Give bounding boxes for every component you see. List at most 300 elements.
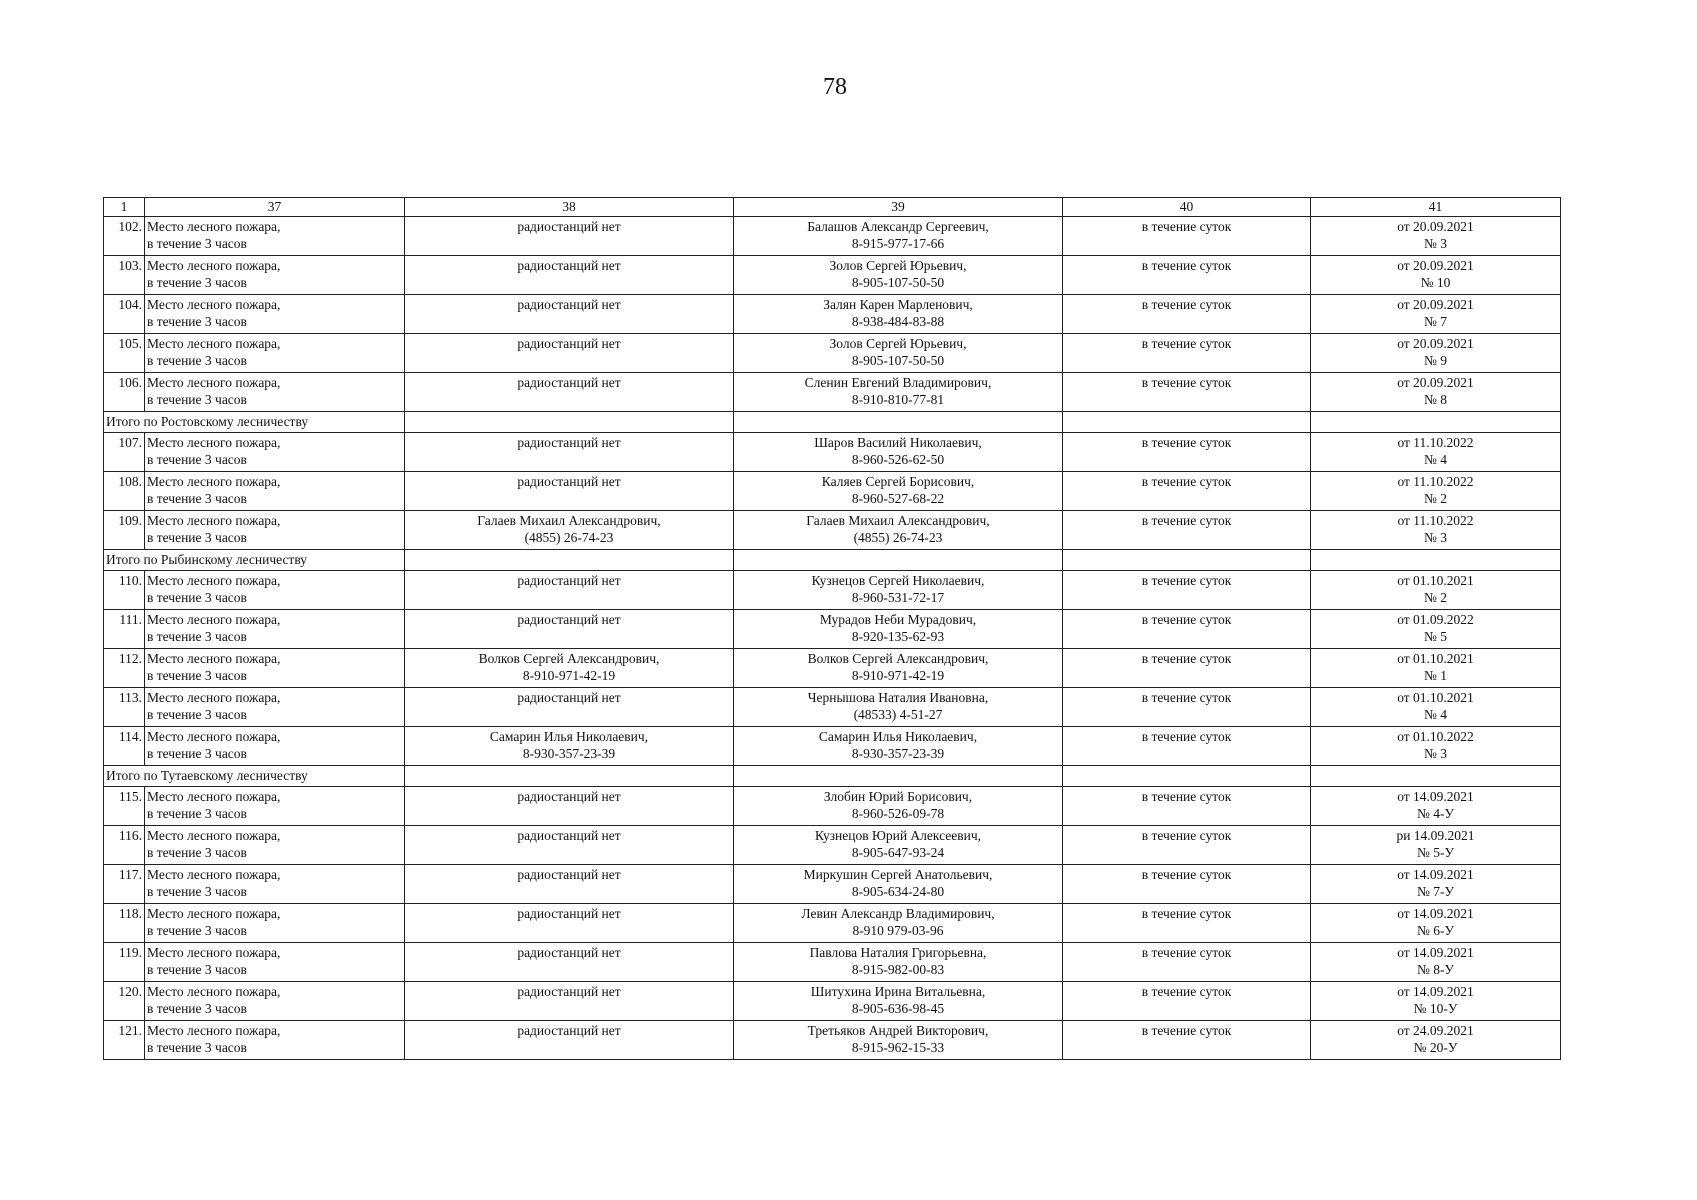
document-cell-line: № 4-У [1416,806,1455,821]
person-cell-line: Шитухина Ирина Витальевна, [810,984,986,999]
person-cell-line: 8-915-982-00-83 [851,962,945,977]
document-cell-line: № 7 [1423,314,1447,329]
row-number: 119. [104,943,145,982]
place-cell-line: в течение 3 часов [147,1001,247,1016]
place-cell [145,217,405,256]
row-number: 104. [104,295,145,334]
document-cell-line: от 14.09.2021 [1397,789,1474,804]
document-cell-line: от 20.09.2021 [1397,219,1474,234]
radio-cell [405,334,734,373]
header-row [104,198,1561,217]
summary-empty-cell [1063,766,1311,787]
document-cell [1311,1021,1561,1060]
person-cell-line: 8-910-810-77-81 [851,392,945,407]
column-header-40: 40 [1063,198,1311,217]
column-header-38: 38 [405,198,734,217]
row-number: 105. [104,334,145,373]
radio-cell [405,373,734,412]
radio-cell-line: радиостанций нет [517,258,621,273]
summary-row [104,766,1561,787]
person-cell-line: 8-960-526-09-78 [851,806,945,821]
term-cell: в течение суток [1063,904,1311,943]
summary-empty-cell [1311,550,1561,571]
term-cell: в течение суток [1063,1021,1311,1060]
person-cell-line: (4855) 26-74-23 [853,530,943,545]
radio-cell-line: Галаев Михаил Александрович, [477,513,661,528]
radio-cell [405,943,734,982]
document-cell-line: № 3 [1423,530,1447,545]
place-cell-line: Место лесного пожара, [147,474,281,489]
place-cell [145,511,405,550]
summary-empty-cell [405,766,734,787]
place-cell-line: в течение 3 часов [147,452,247,467]
person-cell-line: 8-915-977-17-66 [851,236,945,251]
term-cell: в течение суток [1063,256,1311,295]
radio-cell-line: радиостанций нет [517,906,621,921]
person-cell-line: 8-960-526-62-50 [851,452,945,467]
place-cell-line: Место лесного пожара, [147,513,281,528]
term-cell: в течение суток [1063,334,1311,373]
radio-cell-line: радиостанций нет [517,867,621,882]
radio-cell [405,571,734,610]
table-row [104,373,1561,412]
place-cell-line: в течение 3 часов [147,923,247,938]
term-cell: в течение суток [1063,688,1311,727]
row-number: 102. [104,217,145,256]
place-cell-line: в течение 3 часов [147,668,247,683]
radio-cell [405,865,734,904]
row-number: 117. [104,865,145,904]
radio-cell-line: радиостанций нет [517,474,621,489]
place-cell [145,472,405,511]
document-cell [1311,433,1561,472]
person-cell [734,217,1063,256]
column-header-41: 41 [1311,198,1561,217]
summary-empty-cell [1063,550,1311,571]
radio-cell-line: радиостанций нет [517,375,621,390]
document-cell-line: от 01.10.2021 [1397,573,1474,588]
table-row [104,826,1561,865]
document-cell-line: № 4 [1423,452,1447,467]
place-cell-line: Место лесного пожара, [147,906,281,921]
document-cell-line: от 20.09.2021 [1397,336,1474,351]
row-number: 106. [104,373,145,412]
person-cell [734,472,1063,511]
document-cell-line: от 01.10.2021 [1397,651,1474,666]
place-cell-line: в течение 3 часов [147,629,247,644]
person-cell-line: Злобин Юрий Борисович, [823,789,973,804]
person-cell-line: 8-905-636-98-45 [851,1001,945,1016]
document-cell-line: № 5 [1423,629,1447,644]
place-cell [145,571,405,610]
summary-label: Итого по Тутаевскому лесничеству [104,766,405,787]
summary-label: Итого по Ростовскому лесничеству [104,412,405,433]
place-cell [145,904,405,943]
term-cell: в течение суток [1063,727,1311,766]
document-cell-line: от 20.09.2021 [1397,375,1474,390]
summary-empty-cell [405,550,734,571]
place-cell-line: Место лесного пожара, [147,828,281,843]
table-row [104,511,1561,550]
person-cell-line: Чернышова Наталия Ивановна, [807,690,989,705]
document-cell [1311,904,1561,943]
radio-cell [405,982,734,1021]
document-cell [1311,472,1561,511]
term-cell: в течение суток [1063,373,1311,412]
radio-cell [405,787,734,826]
document-cell [1311,688,1561,727]
person-cell-line: 8-915-962-15-33 [851,1040,945,1055]
document-cell-line: от 14.09.2021 [1397,906,1474,921]
document-cell-line: от 11.10.2022 [1397,474,1474,489]
person-cell-line: 8-910-971-42-19 [851,668,945,683]
place-cell-line: Место лесного пожара, [147,690,281,705]
place-cell-line: в течение 3 часов [147,845,247,860]
document-cell-line: от 20.09.2021 [1397,297,1474,312]
person-cell-line: Каляев Сергей Борисович, [821,474,975,489]
radio-cell-line: радиостанций нет [517,297,621,312]
column-header-39: 39 [734,198,1063,217]
row-number: 116. [104,826,145,865]
place-cell-line: Место лесного пожара, [147,435,281,450]
radio-cell [405,256,734,295]
radio-cell [405,610,734,649]
summary-label: Итого по Рыбинскому лесничеству [104,550,405,571]
document-cell-line: № 10 [1420,275,1451,290]
place-cell [145,943,405,982]
document-cell [1311,727,1561,766]
row-number: 113. [104,688,145,727]
term-cell: в течение суток [1063,295,1311,334]
document-cell-line: № 7-У [1416,884,1455,899]
place-cell [145,787,405,826]
person-cell-line: Галаев Михаил Александрович, [806,513,990,528]
person-cell [734,688,1063,727]
summary-empty-cell [1063,412,1311,433]
person-cell-line: 8-920-135-62-93 [851,629,945,644]
radio-cell [405,826,734,865]
row-number: 103. [104,256,145,295]
place-cell [145,256,405,295]
place-cell [145,649,405,688]
row-number: 108. [104,472,145,511]
document-cell [1311,334,1561,373]
person-cell [734,511,1063,550]
document-cell-line: № 2 [1423,491,1447,506]
radio-cell [405,1021,734,1060]
place-cell-line: в течение 3 часов [147,314,247,329]
term-cell: в течение суток [1063,433,1311,472]
place-cell [145,610,405,649]
place-cell-line: Место лесного пожара, [147,375,281,390]
person-cell-line: 8-910 979-03-96 [852,923,944,938]
person-cell-line: Балашов Александр Сергеевич, [807,219,989,234]
place-cell-line: в течение 3 часов [147,530,247,545]
document-cell [1311,865,1561,904]
radio-cell [405,688,734,727]
person-cell [734,256,1063,295]
person-cell-line: Золов Сергей Юрьевич, [829,336,967,351]
document-cell [1311,217,1561,256]
person-cell-line: Кузнецов Сергей Николаевич, [811,573,985,588]
term-cell: в течение суток [1063,943,1311,982]
document-cell-line: ри 14.09.2021 [1396,828,1475,843]
person-cell [734,610,1063,649]
table-row [104,865,1561,904]
document-cell-line: № 1 [1423,668,1447,683]
summary-empty-cell [734,412,1063,433]
radio-cell-line: радиостанций нет [517,984,621,999]
place-cell-line: в течение 3 часов [147,1040,247,1055]
radio-cell-line: (4855) 26-74-23 [524,530,614,545]
document-cell [1311,826,1561,865]
table-row [104,472,1561,511]
document-cell [1311,610,1561,649]
document-cell-line: № 9 [1423,353,1447,368]
document-cell-line: № 5-У [1416,845,1455,860]
table-row [104,295,1561,334]
document-cell-line: от 01.09.2022 [1397,612,1474,627]
document-cell [1311,295,1561,334]
document-cell-line: от 24.09.2021 [1397,1023,1474,1038]
column-header-1: 1 [104,198,145,217]
table-row [104,943,1561,982]
place-cell [145,688,405,727]
radio-cell [405,433,734,472]
person-cell-line: 8-905-107-50-50 [851,353,945,368]
person-cell [734,571,1063,610]
document-cell-line: № 6-У [1416,923,1455,938]
document-cell-line: от 01.10.2022 [1397,729,1474,744]
document-cell-line: от 20.09.2021 [1397,258,1474,273]
person-cell-line: Павлова Наталия Григорьевна, [809,945,987,960]
radio-cell-line: радиостанций нет [517,828,621,843]
radio-cell-line: 8-930-357-23-39 [522,746,616,761]
place-cell-line: в течение 3 часов [147,590,247,605]
row-number: 110. [104,571,145,610]
person-cell-line: 8-930-357-23-39 [851,746,945,761]
radio-cell [405,217,734,256]
table-row [104,688,1561,727]
document-cell-line: № 10-У [1413,1001,1458,1016]
summary-row [104,550,1561,571]
place-cell-line: Место лесного пожара, [147,1023,281,1038]
document-cell-line: от 11.10.2022 [1397,513,1474,528]
document-cell-line: от 14.09.2021 [1397,984,1474,999]
person-cell [734,1021,1063,1060]
term-cell: в течение суток [1063,610,1311,649]
column-header-37: 37 [145,198,405,217]
radio-cell-line: Волков Сергей Александрович, [478,651,660,666]
table-row [104,610,1561,649]
table-row [104,727,1561,766]
table-body [104,217,1561,1060]
radio-cell-line: радиостанций нет [517,612,621,627]
place-cell-line: в течение 3 часов [147,806,247,821]
document-cell [1311,649,1561,688]
place-cell-line: в течение 3 часов [147,746,247,761]
summary-empty-cell [1311,766,1561,787]
term-cell: в течение суток [1063,826,1311,865]
radio-cell [405,295,734,334]
person-cell-line: Мурадов Неби Мурадович, [819,612,977,627]
place-cell-line: в течение 3 часов [147,884,247,899]
document-cell [1311,373,1561,412]
place-cell [145,373,405,412]
person-cell-line: Самарин Илья Николаевич, [818,729,978,744]
table-row [104,334,1561,373]
place-cell-line: Место лесного пожара, [147,336,281,351]
row-number: 118. [104,904,145,943]
document-cell-line: от 01.10.2021 [1397,690,1474,705]
place-cell [145,982,405,1021]
place-cell [145,865,405,904]
summary-empty-cell [734,766,1063,787]
person-cell [734,865,1063,904]
person-cell [734,649,1063,688]
person-cell-line: 8-938-484-83-88 [851,314,945,329]
person-cell [734,904,1063,943]
radio-cell [405,727,734,766]
place-cell-line: Место лесного пожара, [147,612,281,627]
table-row [104,649,1561,688]
person-cell-line: 8-905-647-93-24 [851,845,945,860]
person-cell-line: Кузнецов Юрий Алексеевич, [814,828,982,843]
place-cell-line: в течение 3 часов [147,275,247,290]
document-cell-line: № 8 [1423,392,1447,407]
radio-cell [405,649,734,688]
row-number: 112. [104,649,145,688]
table-row [104,904,1561,943]
term-cell: в течение суток [1063,571,1311,610]
document-cell-line: от 14.09.2021 [1397,945,1474,960]
radio-cell [405,472,734,511]
term-cell: в течение суток [1063,982,1311,1021]
person-cell-line: (48533) 4-51-27 [853,707,943,722]
person-cell-line: 8-905-634-24-80 [851,884,945,899]
place-cell-line: в течение 3 часов [147,392,247,407]
person-cell-line: 8-960-531-72-17 [851,590,945,605]
place-cell-line: в течение 3 часов [147,353,247,368]
row-number: 107. [104,433,145,472]
person-cell [734,334,1063,373]
summary-empty-cell [405,412,734,433]
radio-cell-line: радиостанций нет [517,435,621,450]
place-cell-line: Место лесного пожара, [147,297,281,312]
summary-empty-cell [734,550,1063,571]
person-cell-line: Сленин Евгений Владимирович, [804,375,992,390]
radio-cell-line: радиостанций нет [517,219,621,234]
document-cell-line: № 4 [1423,707,1447,722]
document-cell-line: № 3 [1423,746,1447,761]
place-cell-line: в течение 3 часов [147,962,247,977]
radio-cell-line: радиостанций нет [517,789,621,804]
person-cell [734,787,1063,826]
person-cell [734,433,1063,472]
person-cell [734,943,1063,982]
table-row [104,1021,1561,1060]
radio-cell [405,904,734,943]
radio-cell-line: радиостанций нет [517,573,621,588]
radio-cell [405,511,734,550]
radio-cell-line: радиостанций нет [517,690,621,705]
document-cell [1311,511,1561,550]
place-cell [145,433,405,472]
person-cell-line: Третьяков Андрей Викторович, [807,1023,989,1038]
place-cell-line: Место лесного пожара, [147,651,281,666]
place-cell-line: Место лесного пожара, [147,219,281,234]
row-number: 109. [104,511,145,550]
term-cell: в течение суток [1063,511,1311,550]
row-number: 111. [104,610,145,649]
document-cell-line: № 8-У [1416,962,1455,977]
place-cell [145,334,405,373]
table-row [104,982,1561,1021]
person-cell-line: Золов Сергей Юрьевич, [829,258,967,273]
place-cell-line: Место лесного пожара, [147,573,281,588]
document-cell [1311,982,1561,1021]
place-cell-line: в течение 3 часов [147,491,247,506]
place-cell-line: Место лесного пожара, [147,984,281,999]
row-number: 115. [104,787,145,826]
document-cell-line: № 2 [1423,590,1447,605]
summary-empty-cell [1311,412,1561,433]
person-cell-line: Левин Александр Владимирович, [801,906,995,921]
radio-cell-line: радиостанций нет [517,945,621,960]
person-cell-line: Миркушин Сергей Анатольевич, [803,867,993,882]
radio-cell-line: 8-910-971-42-19 [522,668,616,683]
place-cell-line: в течение 3 часов [147,236,247,251]
radio-cell-line: Самарин Илья Николаевич, [489,729,649,744]
person-cell-line: Шаров Василий Николаевич, [814,435,982,450]
forest-fire-table [103,197,1561,1060]
radio-cell-line: радиостанций нет [517,1023,621,1038]
term-cell: в течение суток [1063,787,1311,826]
place-cell [145,1021,405,1060]
place-cell-line: Место лесного пожара, [147,867,281,882]
term-cell: в течение суток [1063,649,1311,688]
document-cell [1311,256,1561,295]
table-row [104,217,1561,256]
place-cell [145,826,405,865]
place-cell-line: Место лесного пожара, [147,729,281,744]
place-cell [145,727,405,766]
document-cell-line: от 11.10.2022 [1397,435,1474,450]
summary-row [104,412,1561,433]
place-cell-line: Место лесного пожара, [147,945,281,960]
table-row [104,571,1561,610]
document-cell-line: от 14.09.2021 [1397,867,1474,882]
place-cell-line: Место лесного пожара, [147,789,281,804]
person-cell [734,727,1063,766]
person-cell [734,373,1063,412]
person-cell [734,295,1063,334]
place-cell-line: в течение 3 часов [147,707,247,722]
person-cell-line: Волков Сергей Александрович, [807,651,989,666]
document-cell [1311,787,1561,826]
person-cell-line: 8-905-107-50-50 [851,275,945,290]
document-cell-line: № 3 [1423,236,1447,251]
row-number: 121. [104,1021,145,1060]
table-row [104,787,1561,826]
term-cell: в течение суток [1063,472,1311,511]
person-cell [734,826,1063,865]
place-cell [145,295,405,334]
person-cell [734,982,1063,1021]
row-number: 120. [104,982,145,1021]
person-cell-line: Залян Карен Марленович, [823,297,973,312]
place-cell-line: Место лесного пожара, [147,258,281,273]
